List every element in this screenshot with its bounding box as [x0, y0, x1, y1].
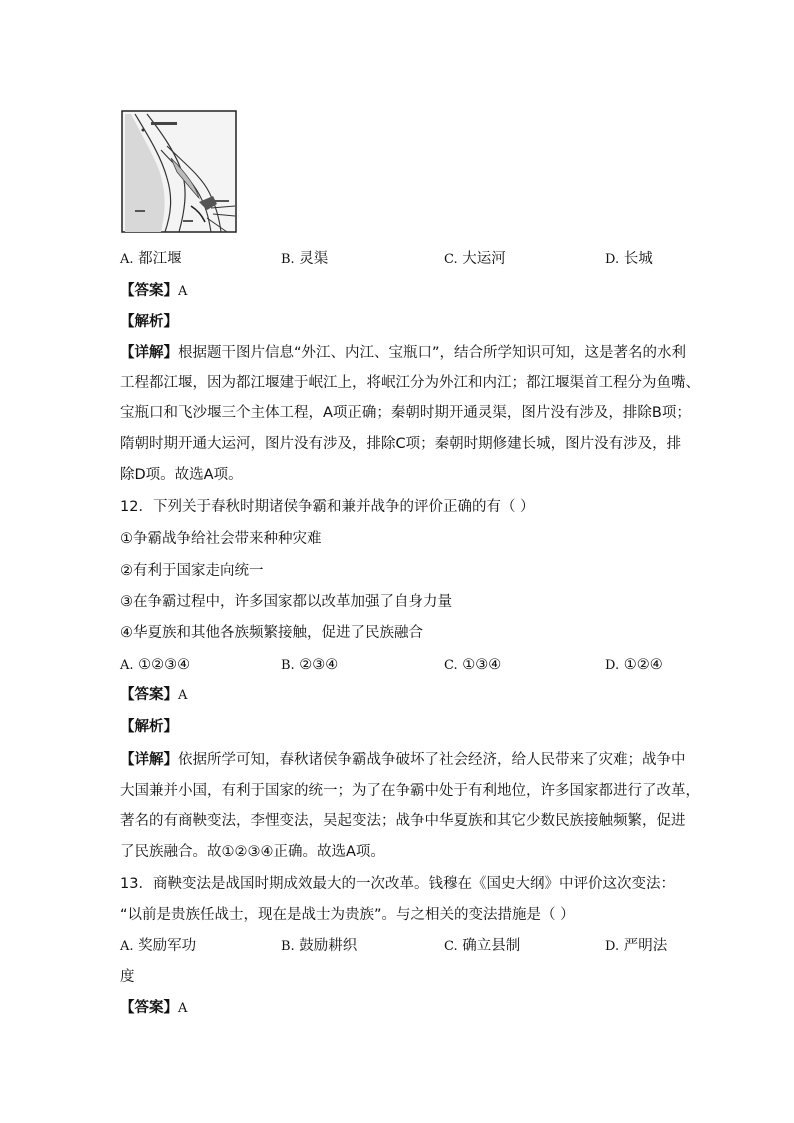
- q13-option-d: D. 严明法: [605, 938, 668, 954]
- q12-statement: ③在争霸过程中，许多国家都以改革加强了自身力量: [120, 594, 452, 610]
- q13-option-c: C. 确立县制: [444, 938, 521, 954]
- q13-option-d-wrap: 度: [120, 969, 135, 985]
- q13-answer: 【答案】A: [120, 1000, 188, 1016]
- q11-detail-line: 宝瓶口和飞沙堰三个主体工程，A项正确；秦朝时期开通灵渠，图片没有涉及，排除B项；: [120, 405, 691, 421]
- q12-detail-line: 了民族融合。故①②③④正确。故选A项。: [120, 844, 385, 860]
- q11-detail-line: 【详解】根据题干图片信息“外江、内江、宝瓶口”，结合所学知识可知，这是著名的水利: [120, 345, 687, 361]
- q11-option-d: D. 长城: [605, 251, 653, 267]
- q12-stem: 12．下列关于春秋时期诸侯争霸和兼并战争的评价正确的有（ ）: [120, 499, 535, 515]
- q12-statement: ④华夏族和其他各族频繁接触，促进了民族融合: [120, 625, 423, 641]
- q11-option-b: B. 灵渠: [281, 251, 329, 267]
- q11-analysis-heading: 【解析】: [120, 314, 178, 330]
- q12-detail-line: 【详解】依据所学可知，春秋诸侯争霸战争破坏了社会经济，给人民带来了灾难；战争中: [120, 752, 686, 768]
- q13-option-a: A. 奖励军功: [120, 938, 197, 954]
- q12-option-b: B. ②③④: [281, 657, 339, 673]
- q11-answer: 【答案】A: [120, 283, 188, 299]
- q12-analysis-heading: 【解析】: [120, 719, 178, 735]
- q12-answer: 【答案】A: [120, 687, 188, 703]
- q11-detail-line: 除D项。故选A项。: [120, 467, 243, 483]
- q12-statement: ①争霸战争给社会带来种种灾难: [120, 531, 322, 547]
- q13-stem: 13．商鞅变法是战国时期成效最大的一次改革。钱穆在《国史大纲》中评价这次变法：: [120, 876, 675, 892]
- dujiangyan-map-figure: [121, 110, 237, 233]
- q12-option-d: D. ①②④: [605, 657, 663, 673]
- q11-option-a: A. 都江堰: [120, 251, 182, 267]
- q13-option-b: B. 鼓励耕织: [281, 938, 358, 954]
- q12-statement: ②有利于国家走向统一: [120, 563, 264, 579]
- q11-detail-line: 工程都江堰，因为都江堰建于岷江上，将岷江分为外江和内江；都江堰渠首工程分为鱼嘴、: [120, 375, 700, 391]
- q13-stem: “以前是贵族任战士，现在是战士为贵族”。与之相关的变法措施是（ ）: [120, 907, 575, 923]
- q11-option-c: C. 大运河: [444, 251, 506, 267]
- q11-detail-line: 隋朝时期开通大运河，图片没有涉及，排除C项；秦朝时期修建长城，图片没有涉及，排: [120, 436, 682, 452]
- q12-option-c: C. ①③④: [444, 657, 502, 673]
- q12-option-a: A. ①②③④: [120, 657, 191, 673]
- q12-detail-line: 著名的有商鞅变法，李悝变法，吴起变法；战争中华夏族和其它少数民族接触频繁，促进: [120, 813, 686, 829]
- q12-detail-line: 大国兼并小国，有利于国家的统一；为了在争霸中处于有利地位，许多国家都进行了改革，: [120, 783, 700, 799]
